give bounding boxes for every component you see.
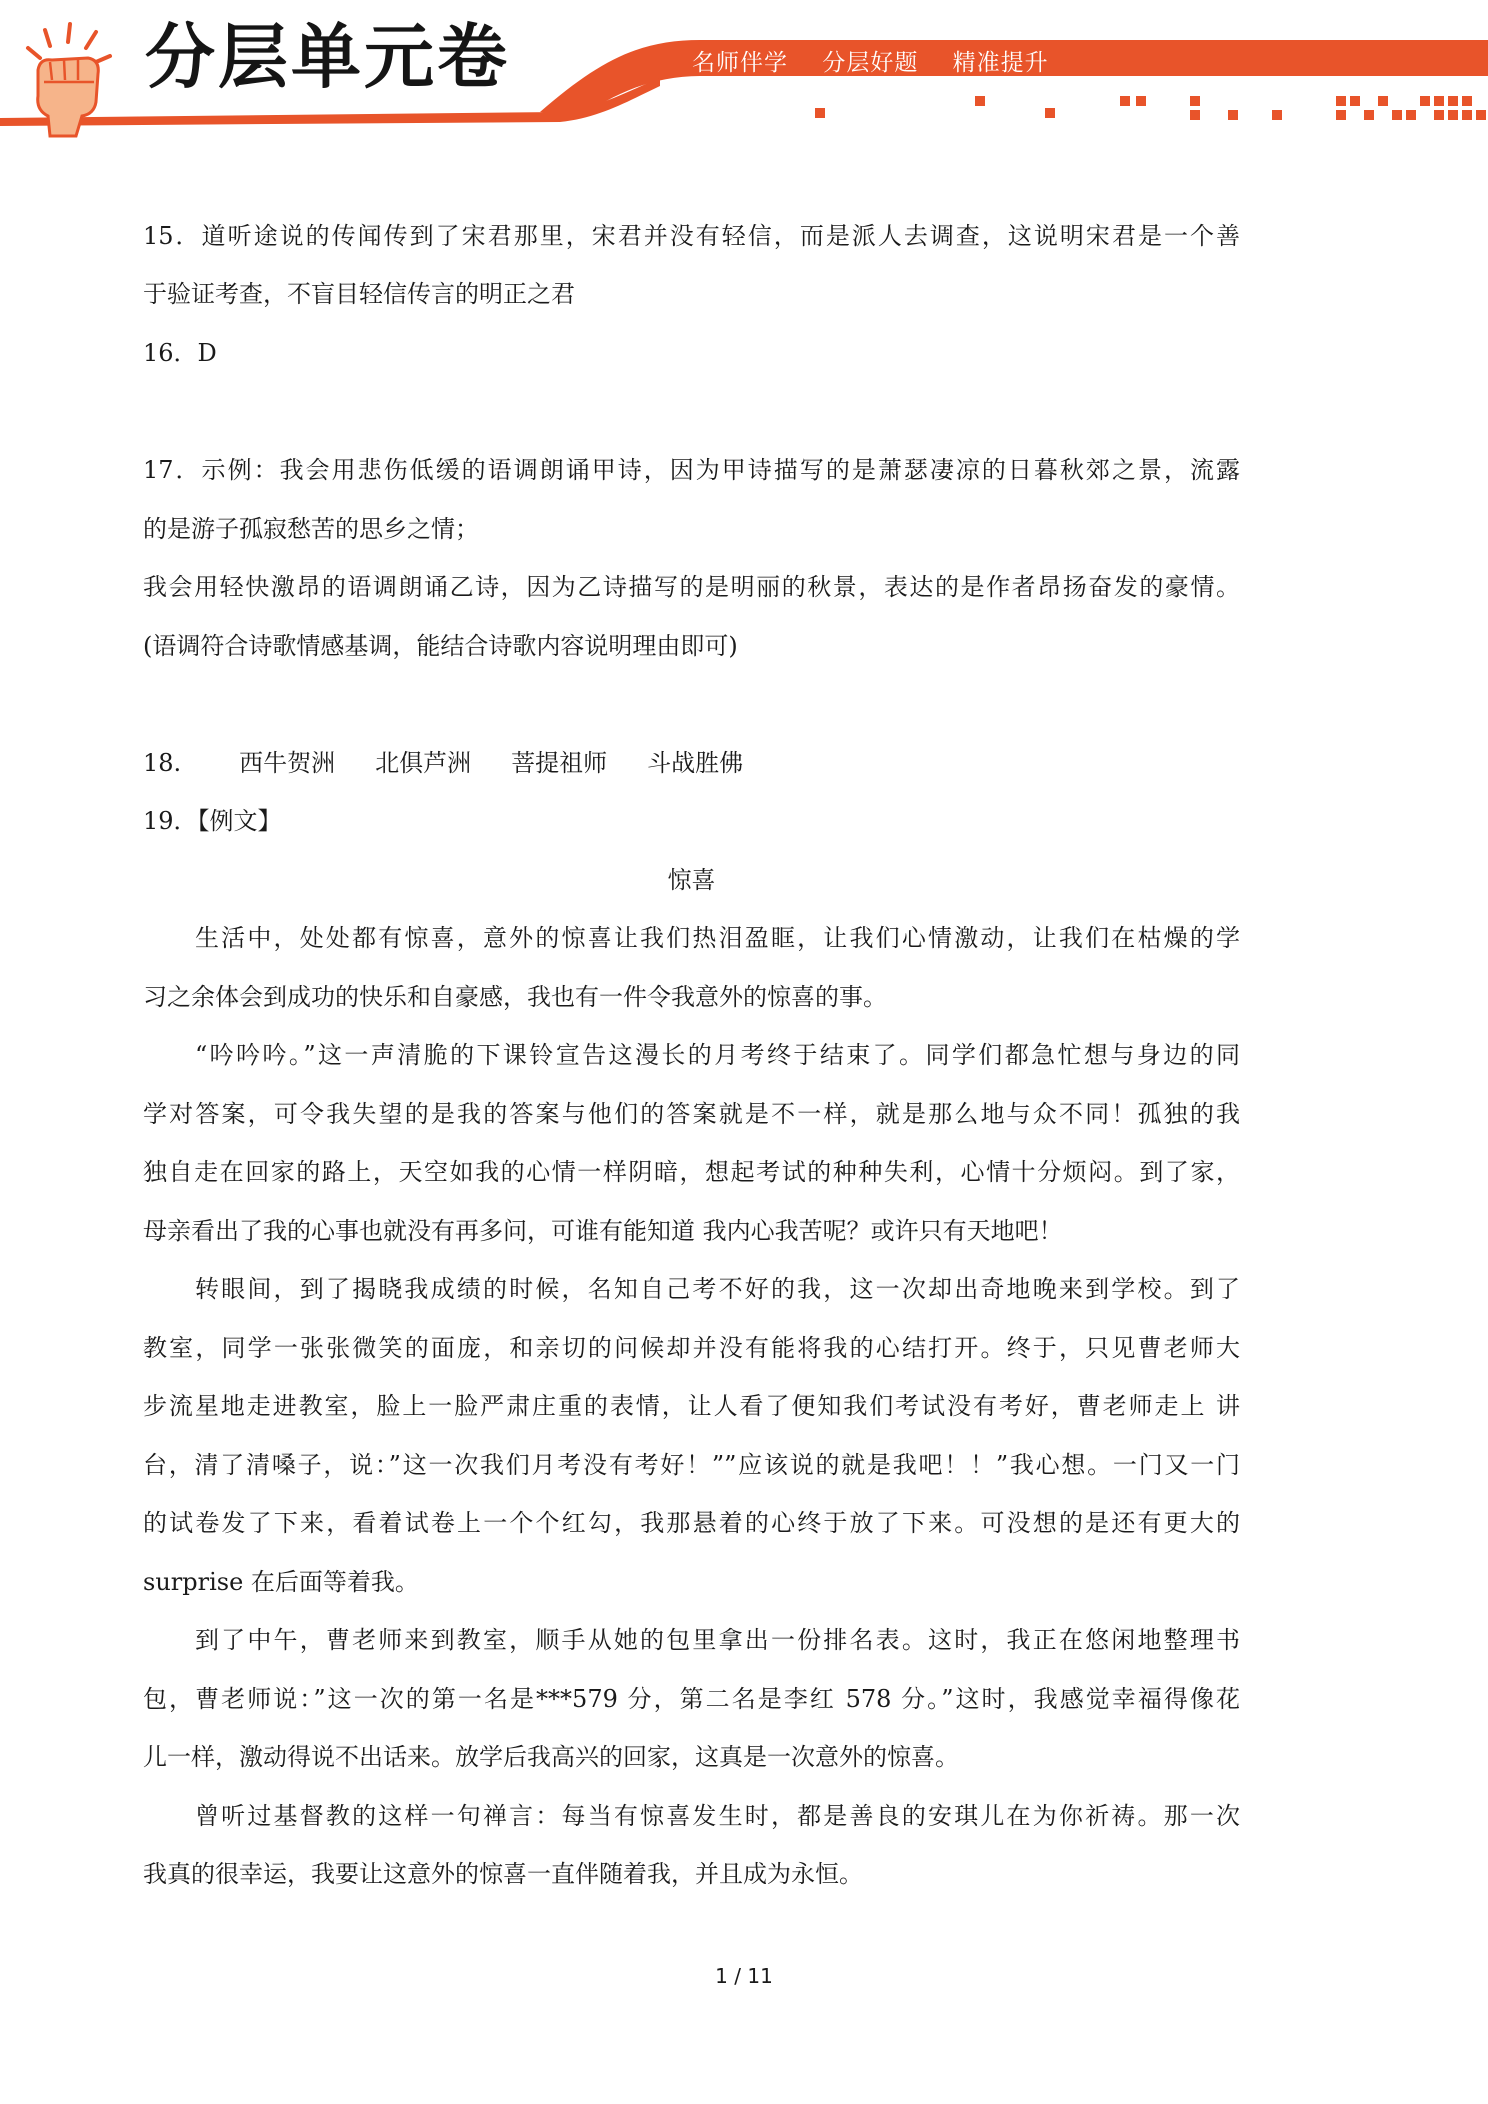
answer-17-line-2: 的是游子孤寂愁苦的思乡之情； — [143, 515, 479, 543]
answer-18-item: 斗战胜佛 — [647, 749, 744, 777]
answer-18 — [143, 747, 1240, 779]
answer-18-item: 西牛贺洲 — [239, 749, 336, 777]
answer-18-item: 北俱芦洲 — [375, 749, 472, 777]
essay-line: 独自走在回家的路上，天空如我的心情一样阴暗，想起考试的种种失利，心情十分烦闷。到了家， — [143, 1158, 1240, 1186]
page-number: 1 / 11 — [715, 1964, 773, 1988]
essay-line: 转眼间，到了揭晓我成绩的时候，名知自己考不好的我，这一次却出奇地晚来到学校。到了 — [195, 1275, 1240, 1303]
answer-17-line-1: 17．示例：我会用悲伤低缓的语调朗诵甲诗，因为甲诗描写的是萧瑟凄凉的日暮秋郊之景，流露 — [143, 456, 1240, 484]
answer-19-heading: 19．【例文】 — [143, 807, 282, 835]
essay-line: “吟吟吟。”这一声清脆的下课铃宣告这漫长的月考终于结束了。同学们都急忙想与身边的同 — [195, 1041, 1240, 1069]
essay-line: 教室，同学一张张微笑的面庞，和亲切的问候却并没有能将我的心结打开。终于，只见曹老师大 — [143, 1334, 1240, 1362]
header-slogan — [692, 44, 1075, 77]
essay-line: 母亲看出了我的心事也就没有再多问，可谁有能知道 我内心我苦呢？或许只有天地吧！ — [143, 1217, 1063, 1245]
raised-fist-icon — [10, 18, 120, 138]
answer-15-line-2: 于验证考查，不盲目轻信传言的明正之君 — [143, 280, 575, 308]
slogan-item: 分层好题 — [822, 50, 919, 76]
essay-line: 习之余体会到成功的快乐和自豪感，我也有一件令我意外的惊喜的事。 — [143, 983, 887, 1011]
essay-line: 的试卷发了下来，看着试卷上一个个红勾，我那悬着的心终于放了下来。可没想的是还有更大的 — [143, 1509, 1240, 1537]
essay-line: 到了中午，曹老师来到教室，顺手从她的包里拿出一份排名表。这时，我正在悠闲地整理书 — [195, 1626, 1240, 1654]
essay-line: surprise 在后面等着我。 — [143, 1568, 419, 1596]
page-header — [0, 0, 1488, 150]
essay-line: 包，曹老师说：”这一次的第一名是***579 分，第二名是李红 578 分。”这时，我感觉幸福得像花 — [143, 1685, 1240, 1713]
slogan-item: 精准提升 — [952, 50, 1049, 76]
essay-line: 台，清了清嗓子，说：”这一次我们月考没有考好！””应该说的就是我吧！！”我心想。一门又一门 — [143, 1451, 1240, 1479]
essay-line: 步流星地走进教室，脸上一脸严肃庄重的表情，让人看了便知我们考试没有考好，曹老师走上 讲 — [143, 1392, 1240, 1420]
answer-17-line-4: (语调符合诗歌情感基调，能结合诗歌内容说明理由即可) — [143, 632, 738, 660]
essay-line: 曾听过基督教的这样一句禅言：每当有惊喜发生时，都是善良的安琪儿在为你祈祷。那一次 — [195, 1802, 1240, 1830]
brand-title: 分层单元卷 — [145, 16, 510, 98]
answer-18-number: 18. — [143, 749, 182, 777]
slogan-item: 名师伴学 — [692, 50, 788, 76]
essay-line: 我真的很幸运，我要让这意外的惊喜一直伴随着我，并且成为永恒。 — [143, 1860, 863, 1888]
answer-17-line-3: 我会用轻快激昂的语调朗诵乙诗，因为乙诗描写的是明丽的秋景，表达的是作者昂扬奋发的豪情。 — [143, 573, 1240, 601]
answer-15-line-1: 15．道听途说的传闻传到了宋君那里，宋君并没有轻信，而是派人去调查，这说明宋君是一个善 — [143, 222, 1240, 250]
essay-title: 惊喜 — [667, 866, 716, 894]
answer-18-item: 菩提祖师 — [511, 749, 608, 777]
answer-16: 16．D — [143, 339, 217, 367]
essay-line: 学对答案，可令我失望的是我的答案与他们的答案就是不一样，就是那么地与众不同！孤独的我 — [143, 1100, 1240, 1128]
essay-line: 生活中，处处都有惊喜，意外的惊喜让我们热泪盈眶，让我们心情激动，让我们在枯燥的学 — [195, 924, 1240, 952]
essay-line: 儿一样，激动得说不出话来。放学后我高兴的回家，这真是一次意外的惊喜。 — [143, 1743, 959, 1771]
